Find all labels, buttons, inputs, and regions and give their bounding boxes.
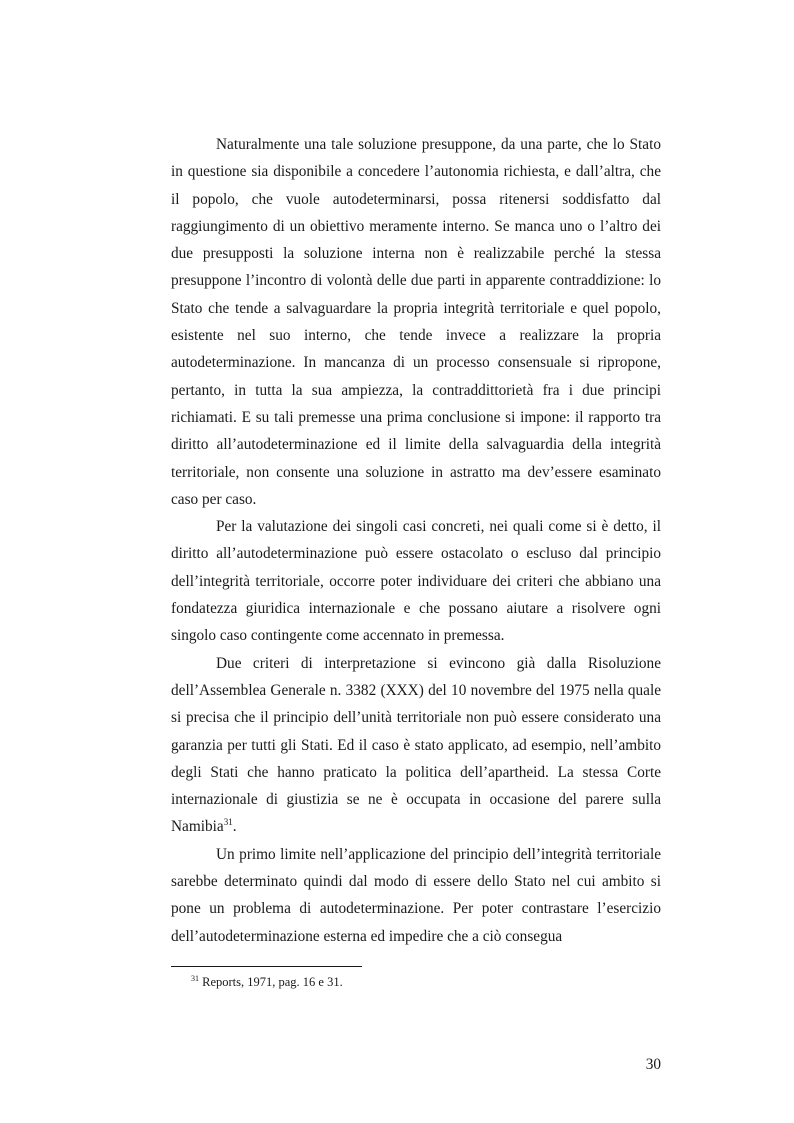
paragraph-3-end: . — [232, 818, 237, 836]
paragraph-4 — [171, 841, 661, 950]
paragraph-4-text: Un primo limite nell’applicazione del principio dell’integrità territoriale sarebbe determinato quindi dal modo di essere dello Stato nel cui ambito si pone un problema di autodeterminazione. Per poter contrastare l’esercizio dell’autodeterminazione esterna ed impedire che a ciò consegua — [171, 845, 661, 945]
page-body — [171, 131, 661, 950]
footnote-number: 31 — [191, 974, 199, 983]
footnote — [191, 974, 343, 990]
paragraph-3 — [171, 650, 661, 841]
paragraph-3-text: Due criteri di interpretazione si evincono già dalla Risoluzione dell’Assemblea Generale n. 3382 (XXX) del 10 novembre del 1975 nella quale si precisa che il principio dell’unità territoriale non può essere considerato una garanzia per tutti gli Stati. Ed il caso è stato applicato, ad esempio, nell’ambito degli Stati che hanno praticato la politica dell’apartheid. La stessa Corte internazionale di giustizia se ne è occupata in occasione del parere sulla Namibia — [171, 654, 661, 836]
paragraph-1-text: Naturalmente una tale soluzione presuppone, da una parte, che lo Stato in questione sia disponibile a concedere l’autonomia richiesta, e dall’altra, che il popolo, che vuole autodeterminarsi, possa ritenersi soddisfatto dal raggiungimento di un obiettivo meramente interno. Se manca uno o l’altro dei due presupposti la soluzione interna non è realizzabile perché la stessa presuppone l’incontro di volontà delle due parti in apparente contraddizione: lo Stato che tende a salvaguardare la propria integrità territoriale e quel popolo, esistente nel suo interno, che tende invece a realizzare la propria autodeterminazione. In mancanza di un processo consensuale si ripropone, pertanto, in tutta la sua ampiezza, la contraddittorietà fra i due principi richiamati. E su tali premesse una prima conclusione si impone: il rapporto tra diritto all’autodeterminazione ed il limite della salvaguardia della integrità territoriale, non consente una soluzione in astratto ma dev’essere esaminato caso per caso. — [171, 136, 661, 508]
paragraph-1 — [171, 131, 661, 513]
footnote-divider — [171, 966, 362, 967]
page-number: 30 — [645, 1056, 661, 1073]
footnote-text: Reports, 1971, pag. 16 e 31. — [199, 975, 343, 989]
paragraph-2 — [171, 513, 661, 649]
paragraph-2-text: Per la valutazione dei singoli casi concreti, nei quali come si è detto, il diritto all’autodeterminazione può essere ostacolato o escluso dal principio dell’integrità territoriale, occorre poter individuare dei criteri che abbiano una fondatezza giuridica internazionale e che possano aiutare a risolvere ogni singolo caso contingente come accennato in premessa. — [171, 518, 661, 645]
footnote-reference[interactable]: 31 — [223, 817, 233, 828]
